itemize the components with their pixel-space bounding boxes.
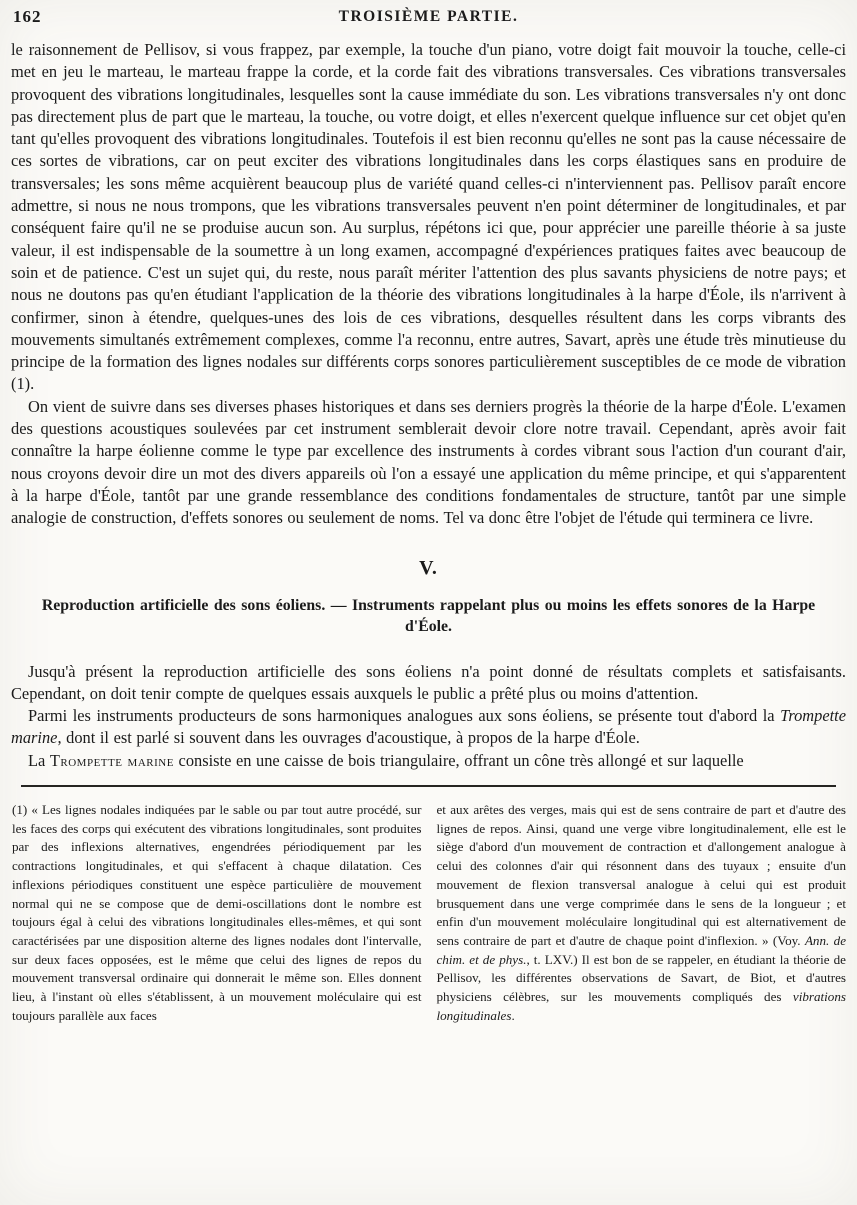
page-number: 162 [13, 7, 42, 26]
paragraph: On vient de suivre dans ses diverses phases historiques et dans ses derniers progrès la théorie de la harpe d'Éole. L'examen des questions acoustiques soulevées par cet instrument semblerait devoir clore notre travail. Cependant, après avoir fait connaître la harpe éolienne comme le type par excellence des instruments à cordes vibrant sous l'action d'un courant d'air, nous croyons devoir dire un mot des divers appareils où l'on a essayé une application du même principe, et qui s'apparentent à la harpe d'Éole, tantôt par une grande ressemblance des conditions fondamentales de structure, tantôt par une simple analogie de construction, d'effets sonores ou seulement de noms. Tel va donc être l'objet de l'étude qui terminera ce livre. [11, 396, 846, 528]
footnote-separator-rule [21, 785, 836, 787]
instrument-name-italic: Trompette marine [11, 706, 846, 748]
section-numeral: V. [419, 556, 438, 579]
paragraph-segment: consiste en une caisse de bois triangulaire, offrant un cône très allongé et sur laquelle [173, 750, 744, 770]
paragraph [11, 705, 846, 750]
footnote-segment: , t. LXV.) Il est bon de se rappeler, en étudiant la théorie de Pellisov, les différentes observations de Savart, de Biot, et d'autres physiciens célèbres, sur les mouvements compliqués des [436, 951, 846, 1005]
footnote-segment: . [511, 1007, 515, 1023]
main-text-block [11, 39, 846, 530]
paragraph [11, 750, 846, 772]
instrument-name-smallcaps: Trompette marine [49, 750, 174, 770]
journal-citation-italic: Ann. de chim. et de phys. [436, 932, 847, 967]
paragraph-segment: Parmi les instruments producteurs de sons harmoniques analogues aux sons éoliens, se présente tout d'abord la [28, 706, 781, 726]
paragraph-segment: La [28, 750, 50, 770]
paragraph-continuation: le raisonnement de Pellisov, si vous frappez, par exemple, la touche d'un piano, votre doigt fait mouvoir la touche, celle-ci met en jeu le marteau, le marteau frappe la corde, et la corde fait des vibrations transversales. Ces vibrations transversales provoquent des vibrations longitudinales, lesquelles sont la cause immédiate du son. Les vibrations transversales n'y ont donc pas directement plus de part que le marteau, la touche, ou votre doigt, et elles n'exercent quelque influence sur cet objet qu'en tant qu'elles provoquent des vibrations longitudinales. Toutefois il est bien reconnu qu'elles ne sont pas la cause nécessaire de ces sortes de vibrations, car on peut exciter des vibrations longitudinales dans les corps élastiques sans en produire de transversales; les sons même acquièrent beaucoup plus de variété quand celles-ci n'interviennent pas. Pellisov paraît encore admettre, si nous ne nous trompons, que les vibrations transversales peuvent n'en point déterminer de longitudinales, et par conséquent faire qu'il ne se produise aucun son. Au surplus, répétons ici que, pour apprécier une pareille théorie à sa juste valeur, il est indispensable de la soumettre à un long examen, accompagné d'expériences pratiques faites avec beaucoup de soin et de patience. C'est un sujet qui, du reste, nous paraît mériter l'attention des plus savants physiciens de notre pays; et nous ne doutons pas qu'en étudiant l'application de la théorie des vibrations longitudinales à la harpe d'Éole, ils n'arrivent à confirmer, sinon à étendre, quelques-unes des lois de ces vibrations, desquelles résultent dans les corps vibrants des mouvements simultanés extrêmement complexes, comme l'a reconnu, entre autres, Savart, après une étude très minutieuse du principe de la formation des lignes nodales sur différents corps sonores particulièrement susceptibles de ce mode de vibration (1). [11, 40, 846, 394]
section-heading: Reproduction artificielle des sons éoliens. — Instruments rappelant plus ou moins les effets sonores de la Harpe d'Éole. [41, 596, 816, 636]
running-head [11, 7, 846, 33]
paragraph-segment: , dont il est parlé si souvent dans les ouvrages d'acoustique, à propos de la harpe d'Éole. [57, 728, 640, 748]
footnote-segment: et aux arêtes des verges, mais qui est de sens contraire de part et d'autre des lignes de repos. Ainsi, quand une verge vibre longitudinalement, elle est le siège d'abord d'un mouvement de contraction et d'allongement analogue à celui des colonnes d'air qui résonnent dans des tuyaux ; ensuite d'un mouvement de flexion transversal analogue à celui qui est produit brusquement dans une verge comprimée dans le sens de la longueur ; et enfin d'un mouvement moléculaire longitudinal qui est alternativement de sens contraire de part et d'autre de chaque point d'inflexion. » (Voy. [436, 802, 846, 948]
paragraph: Jusqu'à présent la reproduction artificielle des sons éoliens n'a point donné de résultats complets et satisfaisants. Cependant, on doit tenir compte de quelques essais auxquels le public a prêté plus ou moins d'attention. [11, 661, 846, 703]
footnote-left-column: (1) « Les lignes nodales indiquées par le sable ou par tout autre procédé, sur les faces des corps qui exécutent des vibrations longitudinales, sont produites par des inflexions alternatives, engendrées périodiquement par les contractions longitudinales, et qui s'effacent à chaque dilatation. Ces inflexions périodiques constituent une espèce particulière de mouvement normal qui ne se compose que de demi-oscillations dont le nombre est toujours égal à celui des vibrations longitudinales elles-mêmes, et qui sont caractérisées par une disposition alterne des lignes nodales dont l'intervalle, sur deux faces opposées, est le même que celui des lignes de repos du mouvement transversal ordinaire qui donnerait le même son. Elles donnent lieu, à l'instant où elles s'établissent, à un mouvement moléculaire qui est toujours parallèle aux faces [12, 802, 422, 1023]
section-text-block [11, 661, 846, 772]
footnote-right-column [437, 801, 847, 1025]
term-italic: vibrations longitudinales [436, 989, 846, 1023]
running-title: TROISIÈME PARTIE. [338, 8, 519, 25]
footnote-section [11, 801, 846, 1025]
